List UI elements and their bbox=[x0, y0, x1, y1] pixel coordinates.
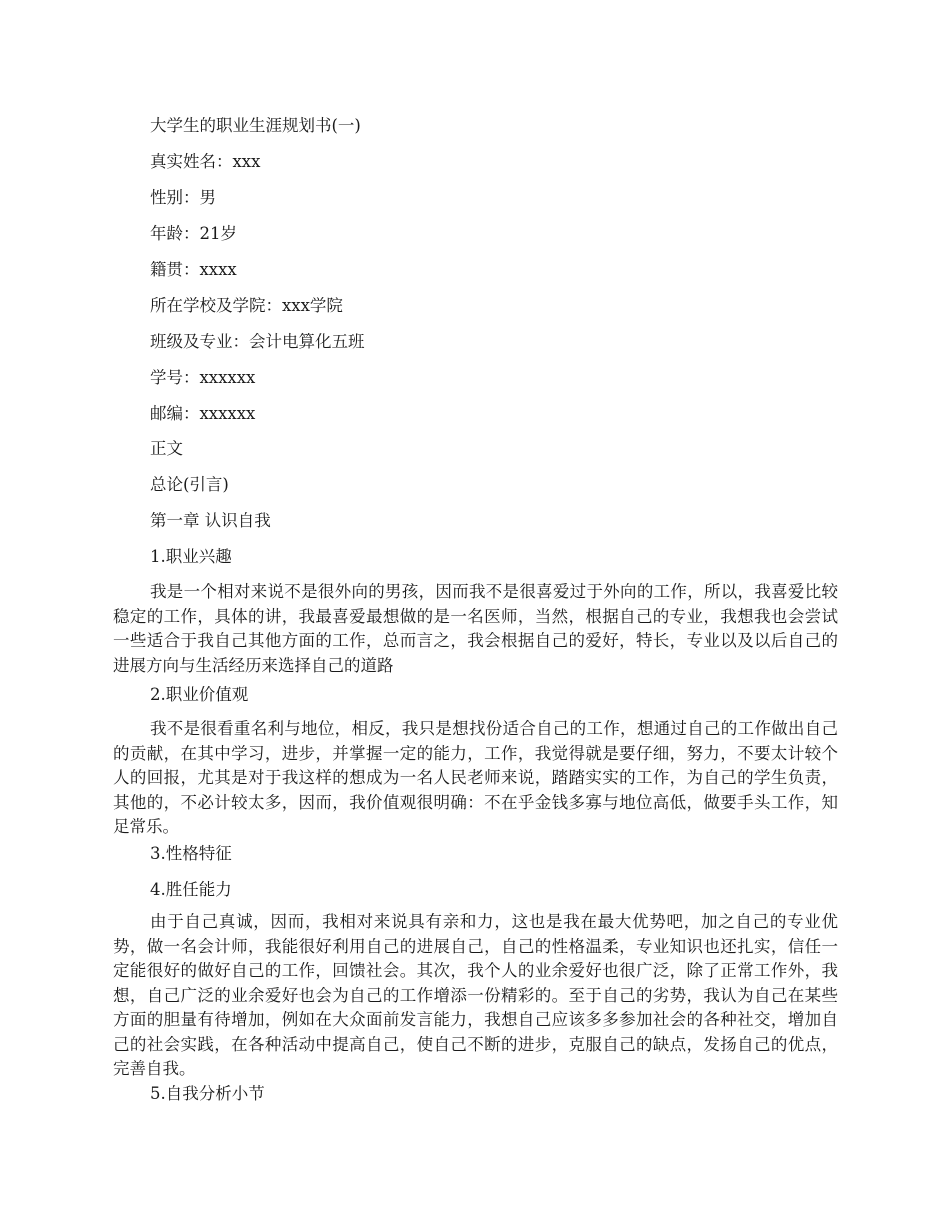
field-name: 真实姓名：xxx bbox=[150, 152, 261, 171]
paragraph-career-interest: 我是一个相对来说不是很外向的男孩，因而我不是很喜爱过于外向的工作，所以，我喜爱比较稳定的工作，具体的讲，我最喜爱最想做的是一名医师，当然，根据自己的专业，我想我也会尝试一些适合于我自己其他方面的工作，总而言之，我会根据自己的爱好，特长，专业以及以后自己的进展方向与生活经历来选择自己的道路 bbox=[113, 582, 838, 675]
field-school: 所在学校及学院：xxx学院 bbox=[150, 296, 343, 315]
heading-self-analysis: 5.自我分析小节 bbox=[150, 1084, 265, 1103]
section-main-heading: 正文 bbox=[150, 439, 183, 458]
heading-competence: 4.胜任能力 bbox=[150, 880, 232, 899]
field-gender: 性别：男 bbox=[150, 188, 216, 207]
section-intro-heading: 总论(引言) bbox=[150, 475, 229, 494]
field-age: 年龄：21岁 bbox=[150, 224, 237, 243]
chapter-heading: 第一章 认识自我 bbox=[150, 511, 271, 530]
field-class-major: 班级及专业：会计电算化五班 bbox=[150, 332, 365, 351]
field-postcode: 邮编：xxxxxx bbox=[150, 404, 256, 423]
document-title: 大学生的职业生涯规划书(一) bbox=[150, 116, 361, 135]
paragraph-competence: 由于自己真诚，因而，我相对来说具有亲和力，这也是我在最大优势吧，加之自己的专业优势，做一名会计师，我能很好利用自己的进展自己，自己的性格温柔，专业知识也还扎实，信任一定能很好的做好自己的工作，回馈社会。其次，我个人的业余爱好也很广泛，除了正常工作外，我想，自己广泛的业余爱好也会为自己的工作增添一份精彩的。至于自己的劣势，我认为自己在某些方面的胆量有待增加，例如在大众面前发言能力，我想自己应该多多参加社会的各种社交，增加自己的社会实践，在各种活动中提高自己，使自己不断的进步，克服自己的缺点，发扬自己的优点，完善自我。 bbox=[113, 912, 838, 1078]
heading-career-values: 2.职业价值观 bbox=[150, 685, 249, 704]
heading-personality: 3.性格特征 bbox=[150, 844, 232, 863]
field-student-id: 学号：xxxxxx bbox=[150, 368, 256, 387]
field-hometown: 籍贯：xxxx bbox=[150, 260, 237, 279]
heading-career-interest: 1.职业兴趣 bbox=[150, 547, 232, 566]
paragraph-career-values: 我不是很看重名利与地位，相反，我只是想找份适合自己的工作，想通过自己的工作做出自己的贡献，在其中学习，进步，并掌握一定的能力，工作，我觉得就是要仔细，努力，不要太计较个人的回报，尤其是对于我这样的想成为一名人民老师来说，踏踏实实的工作，为自己的学生负责，其他的，不必计较太多，因而，我价值观很明确：不在乎金钱多寡与地位高低，做要手头工作，知足常乐。 bbox=[113, 719, 838, 836]
